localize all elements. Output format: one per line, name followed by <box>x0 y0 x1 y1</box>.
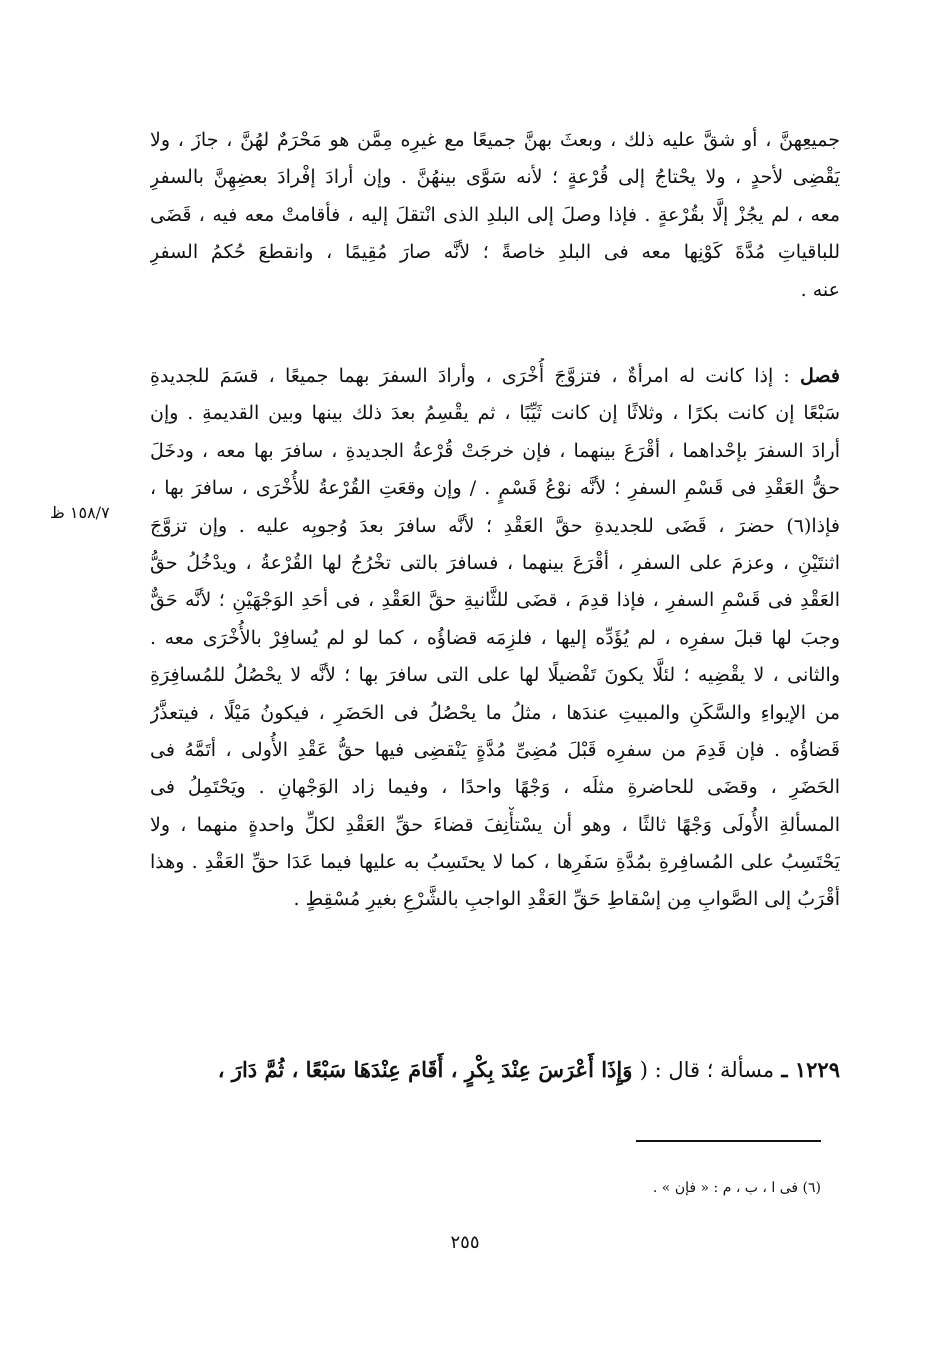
text-line: من الإيواءِ والسَّكَنِ والمبيتِ عندَها ، مثلُ ما يحْصُلُ فى الحَضَرِ ، فيكونُ مَيْلًا ، فيتعذَّرُ <box>150 701 840 724</box>
text-line: للباقياتِ مُدَّةَ كَوْنِها معه فى البلدِ خاصةً ؛ لأنَّه صارَ مُقِيمًا ، وانقطعَ حُكمُ السفرِ <box>150 241 840 264</box>
issue-dash: ـ <box>781 1057 788 1082</box>
text-line: وجبَ لها قبلَ سفرِه ، لم يُؤَدِّه إليها ، فلزِمَه قضاؤُه ، كما لو لم يُسافِرْ بالأُخْرَى معه . <box>150 626 840 649</box>
text-line: حقُّ العَقْدِ فى قَسْمِ السفرِ ؛ لأنَّه نوْعُ قَسْمٍ . / وإن وقعَتِ القُرْعةُ للأُخْرَى ، سافرَ بها ، <box>150 477 840 500</box>
margin-manuscript-reference: ١٥٨/٧ ظ <box>50 503 110 522</box>
text-line: والثانى ، لا يقْضِيه ؛ لئلَّا يكونَ تَفْضيلًا لها على التى سافرَ بها ؛ لأنَّه لا يحْصُلُ للمُسافِرَةِ <box>150 664 840 687</box>
text-line: اثنتَيْنِ ، وعزمَ على السفرِ ، أقْرَعَ بينهما ، فسافرَ بالتى تخْرُجُ لها القُرْعةُ ، ويدْخُلُ حقُّ <box>150 551 840 574</box>
issue-1229 <box>150 1050 840 1090</box>
text-line: سَبْعًا إن كانت بكرًا ، وثلاثًا إن كانت ثَيِّبًا ، ثم يقْسِمُ بعدَ ذلك بينها وبين القديمةِ . وإن <box>150 402 840 425</box>
section-heading-fasl: فصل <box>800 365 840 387</box>
footnote-divider <box>636 1140 821 1142</box>
text-line: جميعِهنَّ ، أو شقَّ عليه ذلك ، وبعثَ بهنَّ جميعًا مع غيرِه مِمَّن هو مَحْرَمٌ لهُنَّ ، جازَ ، ولا <box>150 129 840 151</box>
text-line: أقْرَبُ إلى الصَّوابِ مِن إسْقاطِ حَقِّ العَقْدِ الواجبِ بالشَّرْعِ بغيرِ مُسْقِطٍ . <box>293 888 840 911</box>
text-line-rest: : إذا كانت له امرأةٌ ، فتزوَّجَ أُخْرَى ، وأرادَ السفرَ بهما جميعًا ، قسَمَ للجديدةِ <box>150 365 790 387</box>
issue-number: ١٢٢٩ <box>794 1057 840 1082</box>
page-number: ٢٥٥ <box>450 1232 480 1253</box>
issue-intro: مسألة ؛ قال : ( <box>639 1058 775 1082</box>
text-line: فإذا(٦) حضرَ ، قَضَى للجديدةِ حقَّ العَقْدِ ؛ لأنَّه سافرَ بعدَ وُجوبِه عليه . وإن تزوَّجَ <box>150 514 840 537</box>
text-line: قَضاؤُه . فإن قَدِمَ من سفرِه قَبْلَ مُضِىِّ مُدَّةٍ يَنْقضِى فيها حقُّ عَقْدِ الأُولى ، أتَمَّهُ فى <box>150 738 840 761</box>
text-line-heading <box>150 358 840 395</box>
text-line: أرادَ السفرَ بإحْداهما ، أقْرَعَ بينهما ، فإن خرجَتْ قُرْعةُ الجديدةِ ، سافرَ بها معه ، ودخَلَ <box>150 439 840 462</box>
text-line: عنه . <box>800 278 840 301</box>
text-line: الحَضَرِ ، وقضَى للحاضرةِ مثلَه ، وَجْهًا واحدًا ، وفيما زاد الوَجْهانِ . ويَحْتَمِلُ فى <box>150 776 840 799</box>
text-line: يَقْضِى لأحدٍ ، ولا يحْتاجُ إلى قُرْعةٍ ؛ لأنه سَوَّى بينهُنَّ . وإن أرادَ إفْرادَ بعضِهِنَّ بالسفرِ <box>150 166 840 189</box>
issue-heading-line <box>150 1050 840 1090</box>
footnote: (٦) فى ا ، ب ، م : « فإن » . <box>652 1180 821 1196</box>
text-line: المسألةِ الأُولَى وَجْهًا ثالثًا ، وهو أن يسْتأْنِفَ قضاءَ حقِّ العَقْدِ لكلِّ واحدةٍ منهما ، ولا <box>150 813 840 836</box>
text-line: العَقْدِ فى قَسْمِ السفرِ ، فإذا قدِمَ ، قضَى للثَّانيةِ حقَّ العَقْدِ ، فى أحَدِ الوَجْهَيْنِ ؛ لأنَّه حَقٌّ <box>150 589 840 612</box>
issue-quote: وَإِذَا أَعْرَسَ عِنْدَ بِكْرٍ ، أَقَامَ عِنْدَهَا سَبْعًا ، ثُمَّ دَارَ ، <box>217 1057 633 1082</box>
paragraph-2-fasl <box>150 358 840 919</box>
text-line: يَحْتَسِبُ على المُسافِرةِ بمُدَّةِ سَفَرِها ، كما لا يحتَسِبُ به عليها فيما عَدَا حقِّ العَقْدِ . وهذا <box>150 851 840 874</box>
text-line: معه ، لم يجُزْ إلَّا بقُرْعةٍ . فإذا وصلَ إلى البلدِ الذى انْتقلَ إليه ، فأقامتْ معه فيه ، قَضَى <box>150 203 840 226</box>
paragraph-1 <box>150 122 840 309</box>
